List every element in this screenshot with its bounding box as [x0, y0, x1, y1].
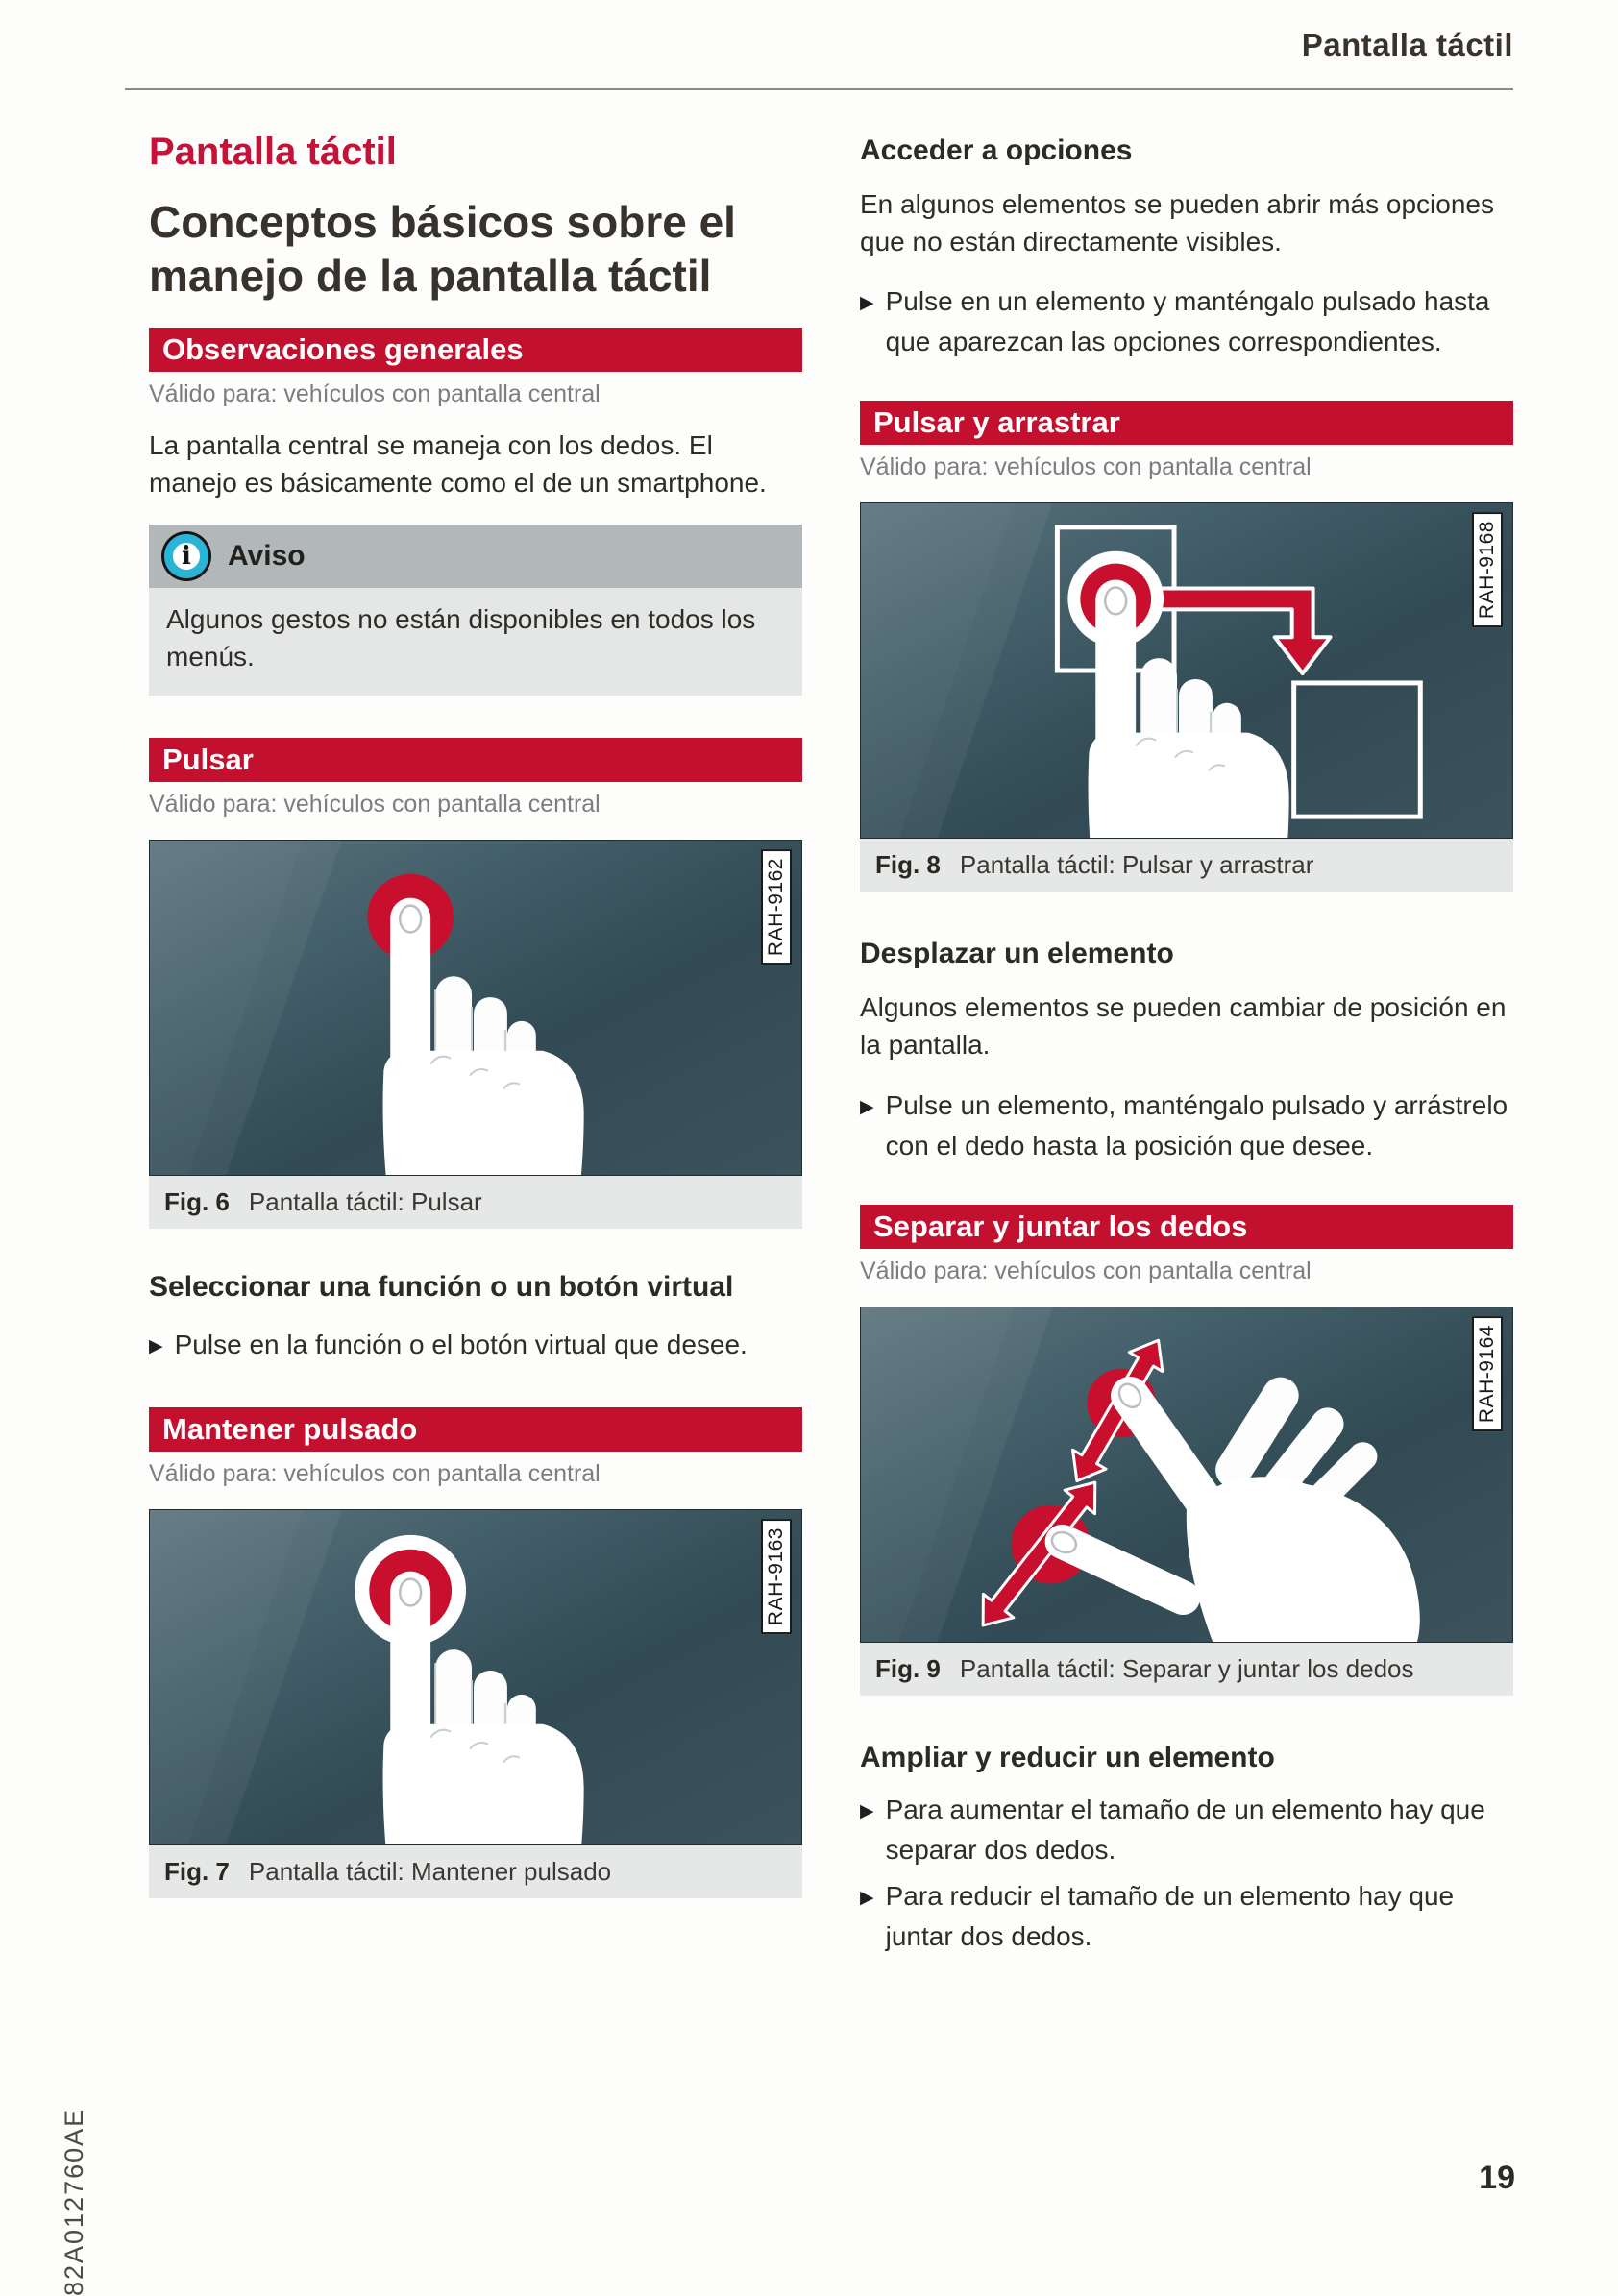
- document-code: 82A012760AE: [60, 2107, 88, 2296]
- figure-7-caption: [149, 1845, 802, 1898]
- bullet-icon: ▶: [860, 293, 874, 314]
- figure-6-image: [149, 840, 802, 1176]
- figure-9-image: [860, 1307, 1513, 1643]
- bullet-item: [860, 1876, 1513, 1957]
- move-paragraph: Algunos elementos se pueden cambiar de posición en la pantalla.: [860, 992, 1507, 1060]
- bullet-text: Pulse en la función o el botón virtual que desee.: [174, 1329, 748, 1359]
- running-header: Pantalla táctil: [1301, 27, 1513, 62]
- options-paragraph: En algunos elementos se pueden abrir más opciones que no están directamente visibles.: [860, 189, 1494, 256]
- section-banner-separar: Separar y juntar los dedos: [860, 1205, 1513, 1249]
- subheading-desplazar: Desplazar un elemento: [860, 938, 1174, 970]
- figure-caption-text: Pantalla táctil: Pulsar: [248, 1186, 482, 1216]
- figure-code-label: RAH-9162: [761, 849, 792, 965]
- figure-9: [860, 1307, 1513, 1696]
- figure-7: [149, 1509, 802, 1898]
- figure-8: [860, 502, 1513, 892]
- bullet-icon: ▶: [860, 1096, 874, 1117]
- bullet-item: [860, 1086, 1513, 1166]
- bullet-item: [149, 1325, 802, 1365]
- info-icon-glyph: i: [182, 542, 191, 572]
- valid-note: Válido para: vehículos con pantalla central: [860, 453, 1312, 481]
- info-icon: [164, 534, 208, 578]
- chapter-title: Conceptos básicos sobre el manejo de la pantalla táctil: [149, 197, 736, 302]
- bullet-item: [860, 281, 1513, 362]
- section-banner-pulsar-arrastrar: Pulsar y arrastrar: [860, 401, 1513, 445]
- section-banner-observaciones: Observaciones generales: [149, 328, 802, 372]
- aviso-text: Algunos gestos no están disponibles en todos los menús.: [149, 588, 802, 695]
- header-rule: [125, 88, 1513, 90]
- figure-label: Fig. 8: [875, 850, 941, 880]
- figure-code-label: RAH-9164: [1472, 1316, 1503, 1431]
- bullet-text: Para reducir el tamaño de un elemento hay que juntar dos dedos.: [885, 1880, 1455, 1951]
- aviso-box: [149, 525, 802, 695]
- right-column: [860, 115, 1513, 1957]
- figure-7-image: [149, 1509, 802, 1845]
- figure-6-caption: [149, 1176, 802, 1229]
- figure-code-label: RAH-9163: [761, 1519, 792, 1634]
- bullet-icon: ▶: [860, 1887, 874, 1908]
- bullet-text: Pulse un elemento, manténgalo pulsado y arrástrelo con el dedo hasta la posición que desee.: [885, 1089, 1508, 1160]
- bullet-icon: ▶: [149, 1335, 163, 1356]
- figure-code-label: RAH-9168: [1472, 512, 1503, 627]
- chapter-kicker: Pantalla táctil: [149, 131, 397, 173]
- figure-6: [149, 840, 802, 1229]
- page-number: 19: [1479, 2160, 1515, 2196]
- bullet-text: Pulse en un elemento y manténgalo pulsado hasta que aparezcan las opciones correspondientes.: [885, 286, 1490, 357]
- valid-note: Válido para: vehículos con pantalla central: [149, 790, 601, 818]
- figure-8-caption: [860, 839, 1513, 892]
- figure-caption-text: Pantalla táctil: Pulsar y arrastrar: [959, 850, 1314, 880]
- figure-label: Fig. 9: [875, 1653, 941, 1683]
- bullet-text: Para aumentar el tamaño de un elemento hay que separar dos dedos.: [885, 1794, 1485, 1865]
- subheading-acceder: Acceder a opciones: [860, 134, 1133, 166]
- section-banner-mantener: Mantener pulsado: [149, 1407, 802, 1452]
- valid-note: Válido para: vehículos con pantalla central: [149, 1459, 601, 1487]
- intro-paragraph: La pantalla central se maneja con los dedos. El manejo es básicamente como el de un smartphone.: [149, 430, 767, 498]
- aviso-header: [149, 525, 802, 588]
- valid-note: Válido para: vehículos con pantalla central: [860, 1257, 1312, 1284]
- figure-8-image: [860, 502, 1513, 839]
- section-banner-pulsar: Pulsar: [149, 738, 802, 782]
- figure-label: Fig. 7: [164, 1856, 230, 1886]
- bullet-icon: ▶: [860, 1800, 874, 1821]
- figure-label: Fig. 6: [164, 1186, 230, 1216]
- subheading-seleccionar: Seleccionar una función o un botón virtual: [149, 1270, 734, 1303]
- subheading-ampliar: Ampliar y reducir un elemento: [860, 1741, 1275, 1773]
- figure-9-caption: [860, 1643, 1513, 1696]
- figure-caption-text: Pantalla táctil: Mantener pulsado: [248, 1856, 612, 1886]
- valid-note: Válido para: vehículos con pantalla central: [149, 380, 601, 408]
- aviso-title: Aviso: [228, 540, 306, 573]
- figure-caption-text: Pantalla táctil: Separar y juntar los dedos: [959, 1653, 1414, 1683]
- left-column: [149, 115, 802, 1898]
- bullet-item: [860, 1790, 1513, 1870]
